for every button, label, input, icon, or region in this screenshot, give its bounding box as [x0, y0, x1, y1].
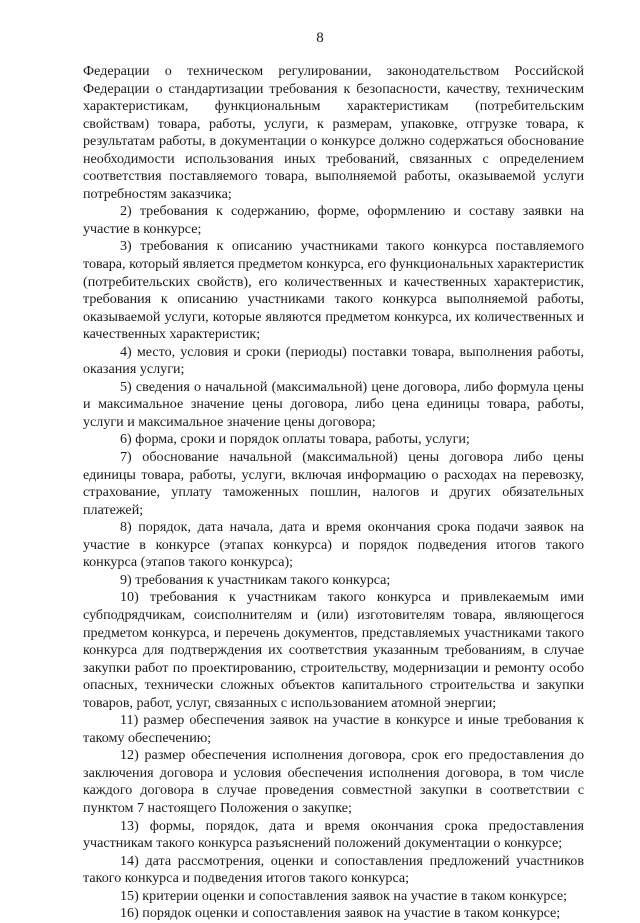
- list-item-13: 13) формы, порядок, дата и время окончания срока предоставления участникам такого конкурса разъяснений положений документации о конкурсе;: [83, 817, 584, 852]
- list-item-6: 6) форма, сроки и порядок оплаты товара, работы, услуги;: [120, 431, 470, 448]
- list-item-11: 11) размер обеспечения заявок на участие в конкурсе и иные требования к такому обеспечению;: [83, 712, 584, 746]
- list-item-15: 15) критерии оценки и сопоставления заявок на участие в таком конкурсе;: [120, 887, 568, 904]
- paragraph-continuation: Федерации о техническом регулировании, законодательством Российской Федерации о стандартизации требования к безопасности, качеству, техническим характеристикам, функциональным характеристикам (потребительским свойствам) товара, работы, услуги, к размерам, упаковке, отгрузке товара, к результатам работы, в документации о конкурсе должно содержаться обоснование необходимости использования иных требований, связанных с определением соответствия поставляемого товара, выполняемой работы, оказываемой услуги потребностям заказчика;: [83, 63, 584, 202]
- list-item-4: 4) место, условия и сроки (периоды) поставки товара, выполнения работы, оказания услуги;: [83, 343, 584, 378]
- list-item-14: 14) дата рассмотрения, оценки и сопоставления предложений участников такого конкурса и подведения итогов такого конкурса;: [83, 852, 584, 887]
- page-number: 8: [316, 30, 324, 46]
- list-item-9: 9) требования к участникам такого конкурса;: [120, 571, 391, 588]
- list-item-7: 7) обоснование начальной (максимальной) цены договора либо цены единицы товара, работы, услуги, включая информацию о расходах на перевозку, страхование, уплату таможенных пошлин, налогов и других обязательных платежей;: [83, 449, 584, 518]
- list-item-5: 5) сведения о начальной (максимальной) цене договора, либо формула цены и максимальное значение цены договора, либо цена единицы товара, работы, услуги и максимальное значение цены договора;: [83, 378, 584, 430]
- list-item-8: 8) порядок, дата начала, дата и время окончания срока подачи заявок на участие в конкурсе (этапах конкурса) и порядок подведения итогов такого конкурса (этапов такого конкурса);: [83, 519, 584, 571]
- list-item-10: 10) требования к участникам такого конкурса и привлекаемым ими субподрядчикам, соисполнителям и (или) изготовителям товара, являющегося предметом конкурса, и перечень документов, представляемых участниками такого конкурса для подтверждения их соответствия указанным требованиям, в случае закупки работ по проектированию, строительству, модернизации и ремонту особо опасных, технически сложных объектов капитального строительства и закупки товаров, работ, услуг, связанных с использованием атомной энергии;: [83, 589, 584, 711]
- list-item-2: 2) требования к содержанию, форме, оформлению и составу заявки на участие в конкурсе;: [83, 203, 584, 237]
- document-body: [83, 63, 584, 923]
- list-item-3: 3) требования к описанию участниками такого конкурса поставляемого товара, который является предметом конкурса, его функциональных характеристик (потребительских свойств), его количественных и качественных характеристик, требования к описанию участниками такого конкурса выполняемой работы, оказываемой услуги, которые являются предметом конкурса, их количественных и качественных характеристик;: [83, 238, 584, 343]
- list-item-12: 12) размер обеспечения исполнения договора, срок его предоставления до заключения договора и условия обеспечения исполнения договора, в том числе каждого договора в случае проведения совместной закупки в соответствии с пунктом 7 настоящего Положения о закупке;: [83, 747, 584, 816]
- list-item-16: 16) порядок оценки и сопоставления заявок на участие в таком конкурсе;: [120, 905, 561, 922]
